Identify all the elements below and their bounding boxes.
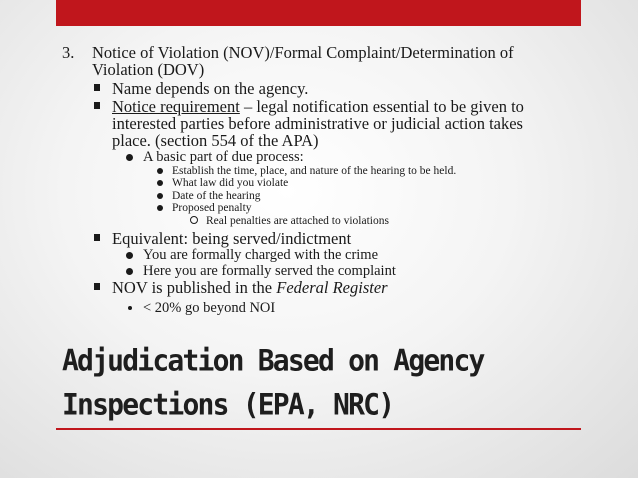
- list-item: [62, 264, 582, 279]
- round-bullet-icon: [157, 168, 163, 174]
- round-bullet-icon: [126, 268, 133, 275]
- bullet-text: What law did you violate: [172, 177, 289, 189]
- bullet-notice-requirement: [62, 98, 582, 149]
- federal-register-emphasis: Federal Register: [276, 278, 388, 297]
- ring-bullet-icon: [190, 216, 198, 224]
- round-bullet-icon: [126, 154, 133, 161]
- round-bullet-icon: [157, 180, 163, 186]
- bullet-text: Proposed penalty: [172, 202, 252, 214]
- small-bullet-icon: [128, 306, 132, 310]
- list-item: [62, 248, 582, 263]
- square-bullet-icon: [94, 283, 100, 290]
- bullet-text: < 20% go beyond NOI: [143, 300, 276, 316]
- notice-text-3: place. (section 554 of the APA): [112, 131, 319, 150]
- square-bullet-icon: [94, 84, 100, 91]
- bullet-text: A basic part of due process:: [143, 149, 304, 165]
- item-number: 3.: [62, 43, 75, 62]
- title-line-1: Adjudication Based on Agency: [62, 343, 484, 378]
- notice-text-2: interested parties before administrative or judicial action takes: [112, 114, 523, 133]
- bullet-text: Here you are formally served the complaint: [143, 262, 396, 279]
- round-bullet-icon: [126, 252, 133, 259]
- bullet-text: Equivalent: being served/indictment: [112, 229, 352, 248]
- bullet-name-depends: [62, 80, 582, 97]
- slide-title: [62, 339, 582, 427]
- notice-text-1: – legal notification essential to be given to: [239, 97, 524, 116]
- slide-body: [62, 44, 582, 316]
- bullet-text: Real penalties are attached to violations: [206, 214, 389, 227]
- bullet-due-process: [62, 150, 582, 165]
- list-item: [62, 165, 582, 178]
- round-bullet-icon: [157, 205, 163, 211]
- bullet-nov-published: [62, 279, 582, 296]
- bullet-text: Date of the hearing: [172, 189, 261, 202]
- list-item-3: [62, 44, 582, 78]
- bullet-text: Name depends on the agency.: [112, 79, 309, 98]
- square-bullet-icon: [94, 102, 100, 109]
- bottom-accent-rule: [56, 428, 581, 430]
- bullet-text: Establish the time, place, and nature of the hearing to be held.: [172, 164, 457, 177]
- list-item-penalty-sub: [62, 215, 582, 228]
- list-item: [62, 202, 582, 215]
- bullet-text: NOV is published in the: [112, 278, 277, 297]
- item-3-line2: Violation (DOV): [92, 60, 205, 79]
- list-item: [62, 177, 582, 190]
- top-accent-bar: [56, 0, 581, 26]
- round-bullet-icon: [157, 193, 163, 199]
- title-line-2: Inspections (EPA, NRC): [62, 387, 394, 422]
- bullet-noi: [62, 301, 582, 316]
- list-item: [62, 190, 582, 203]
- bullet-equivalent: [62, 230, 582, 247]
- item-3-line1: Notice of Violation (NOV)/Formal Complaint/Determination of: [92, 43, 514, 62]
- notice-term: Notice requirement: [112, 97, 240, 116]
- bullet-text: You are formally charged with the crime: [143, 247, 379, 263]
- square-bullet-icon: [94, 234, 100, 241]
